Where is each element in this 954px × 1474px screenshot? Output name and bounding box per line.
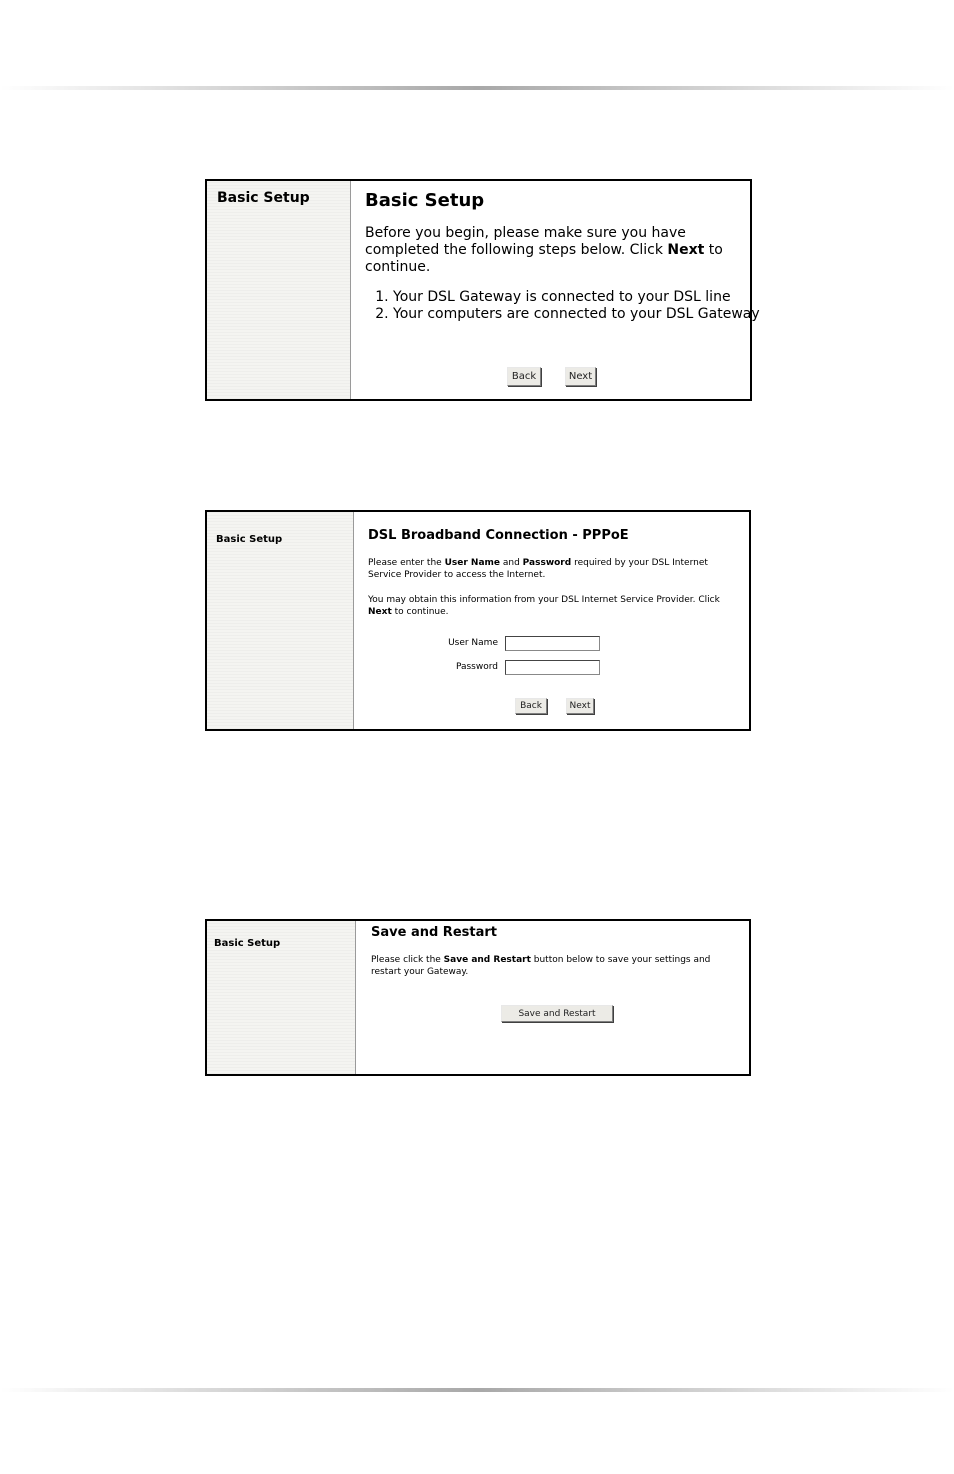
username-label: User Name (448, 638, 498, 648)
sidebar-label: Basic Setup (217, 190, 310, 206)
sidebar-label: Basic Setup (216, 534, 283, 545)
save-restart-panel (205, 919, 751, 1076)
next-button[interactable]: Next (565, 367, 596, 386)
instructions-text: Please click the Save and Restart button below to save your settings and restart your Gateway. (371, 955, 711, 977)
sidebar-label: Basic Setup (214, 938, 281, 949)
sidebar (207, 921, 356, 1074)
page-title: Basic Setup (365, 190, 485, 211)
save-and-restart-button[interactable]: Save and Restart (501, 1005, 613, 1022)
password-label: Password (455, 662, 498, 672)
next-button[interactable]: Next (566, 698, 594, 714)
top-divider (0, 86, 954, 90)
sidebar (207, 181, 351, 399)
bottom-divider (0, 1388, 954, 1392)
password-input[interactable] (505, 660, 600, 675)
username-input[interactable] (505, 636, 600, 651)
sidebar (207, 512, 354, 729)
pppoe-connection-panel (205, 510, 751, 731)
info-text: You may obtain this information from your DSL Internet Service Provider. Click Next to continue. (368, 595, 720, 617)
page-title: DSL Broadband Connection - PPPoE (368, 528, 629, 543)
back-button[interactable]: Back (515, 698, 547, 714)
content-area (351, 181, 760, 399)
list-item: 1. Your DSL Gateway is connected to your DSL line (393, 289, 761, 306)
instructions-text: Please enter the User Name and Password required by your DSL Internet Service Provider to access the Internet. (368, 558, 708, 580)
list-item: 2. Your computers are connected to your DSL Gateway (393, 306, 761, 323)
back-button[interactable]: Back (507, 367, 541, 386)
page-title: Save and Restart (371, 925, 497, 940)
basic-setup-intro-panel (205, 179, 760, 401)
content-area (354, 512, 749, 729)
content-area (356, 921, 749, 1074)
intro-text: Before you begin, please make sure you have completed the following steps below. Click Next to continue. (365, 225, 723, 275)
prerequisite-list (365, 289, 761, 323)
